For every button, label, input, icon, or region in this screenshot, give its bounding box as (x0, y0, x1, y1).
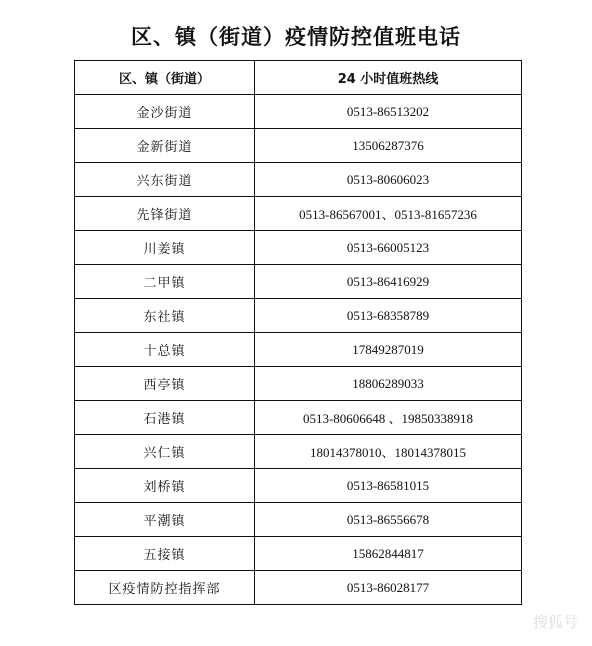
hotline-number: 0513-86028177 (255, 571, 522, 605)
hotline-number: 0513-86581015 (255, 469, 522, 503)
page-title: 区、镇（街道）疫情防控值班电话 (131, 25, 461, 49)
table-row (75, 129, 522, 163)
hotline-number: 18806289033 (255, 367, 522, 401)
table-row (75, 231, 522, 265)
hotline-number: 0513-86567001、0513-81657236 (255, 197, 522, 231)
hotline-number: 0513-86416929 (255, 265, 522, 299)
table-row (75, 367, 522, 401)
hotline-number: 0513-66005123 (255, 231, 522, 265)
table-row (75, 537, 522, 571)
column-header-hotline: 24 小时值班热线 (255, 61, 522, 95)
district-name: 川姜镇 (75, 231, 255, 265)
hotline-number: 0513-86513202 (255, 95, 522, 129)
table-row (75, 265, 522, 299)
hotline-number: 18014378010、18014378015 (255, 435, 522, 469)
district-name: 刘桥镇 (75, 469, 255, 503)
district-name: 五接镇 (75, 537, 255, 571)
hotline-number: 15862844817 (255, 537, 522, 571)
hotline-number: 0513-80606023 (255, 163, 522, 197)
district-name: 区疫情防控指挥部 (75, 571, 255, 605)
table-row (75, 163, 522, 197)
column-header-district: 区、镇（街道） (75, 61, 255, 95)
table-header-row (75, 61, 522, 95)
district-name: 石港镇 (75, 401, 255, 435)
hotline-table (74, 60, 522, 605)
table-row (75, 571, 522, 605)
hotline-number: 17849287019 (255, 333, 522, 367)
district-name: 兴仁镇 (75, 435, 255, 469)
hotline-number: 0513-86556678 (255, 503, 522, 537)
district-name: 兴东街道 (75, 163, 255, 197)
table-row (75, 469, 522, 503)
district-name: 西亭镇 (75, 367, 255, 401)
hotline-number: 13506287376 (255, 129, 522, 163)
district-name: 二甲镇 (75, 265, 255, 299)
district-name: 先锋街道 (75, 197, 255, 231)
hotline-number: 0513-68358789 (255, 299, 522, 333)
district-name: 平潮镇 (75, 503, 255, 537)
district-name: 十总镇 (75, 333, 255, 367)
hotline-number: 0513-80606648 、19850338918 (255, 401, 522, 435)
table-row (75, 95, 522, 129)
table-row (75, 197, 522, 231)
district-name: 东社镇 (75, 299, 255, 333)
district-name: 金新街道 (75, 129, 255, 163)
table-row (75, 299, 522, 333)
table-row (75, 401, 522, 435)
district-name: 金沙街道 (75, 95, 255, 129)
table-row (75, 503, 522, 537)
table-row (75, 435, 522, 469)
table-row (75, 333, 522, 367)
watermark: 搜狐号 (532, 613, 578, 631)
